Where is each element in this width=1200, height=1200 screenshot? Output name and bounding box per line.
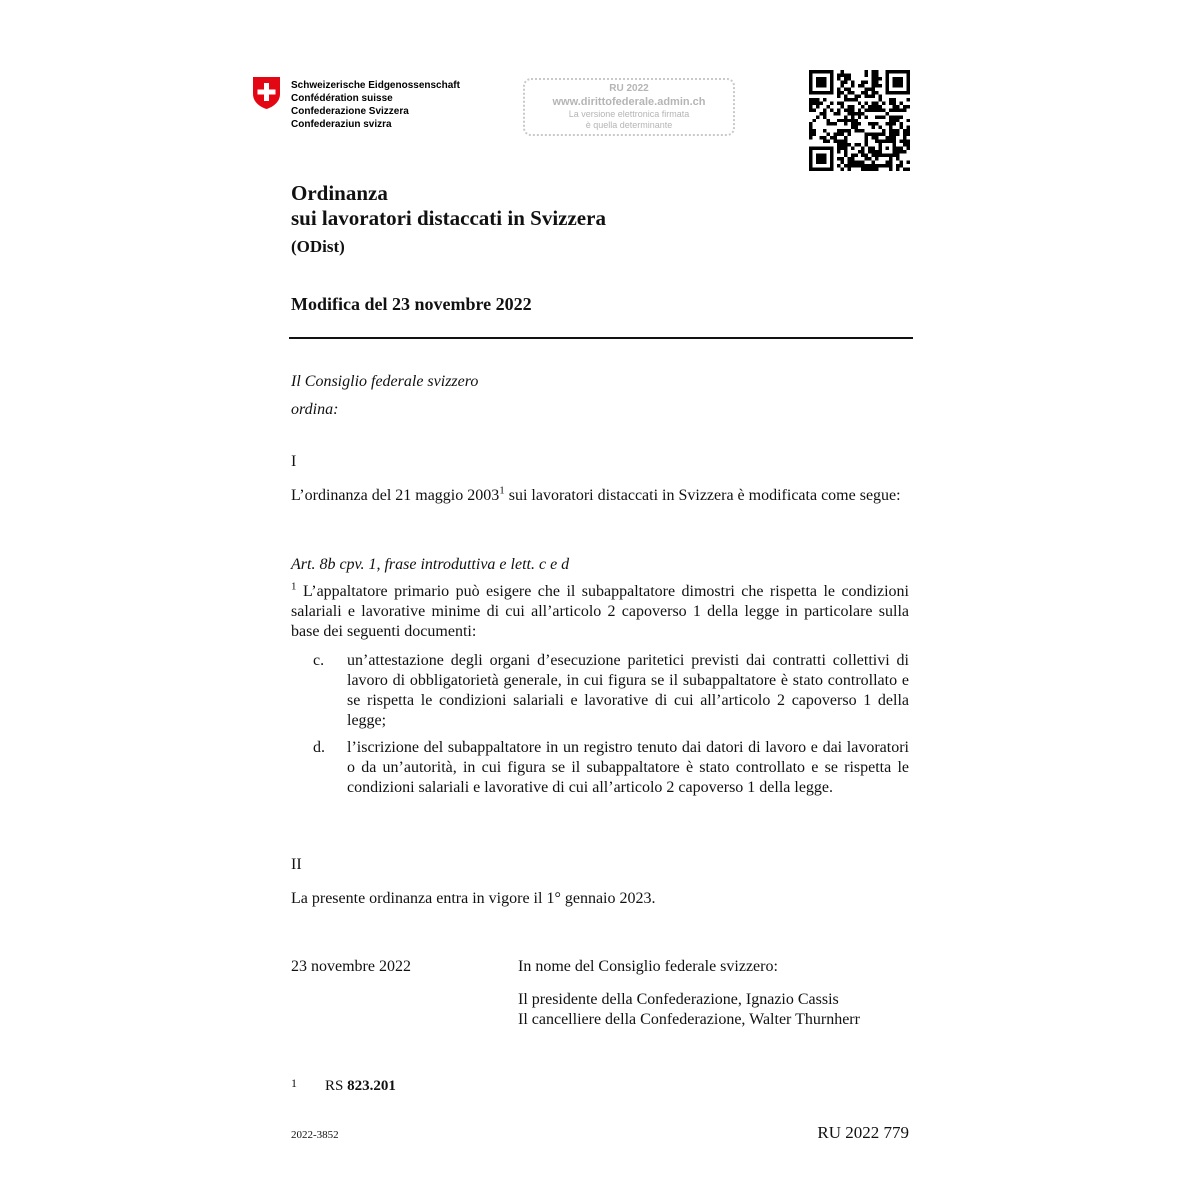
modification-date: Modifica del 23 novembre 2022 bbox=[291, 294, 532, 314]
paragraph-number: 1 bbox=[291, 580, 297, 593]
president-line: Il presidente della Confederazione, Ignazio Cassis bbox=[518, 991, 839, 1008]
document-number: 2022-3852 bbox=[291, 1129, 339, 1141]
footnote-number: 1 bbox=[291, 1076, 297, 1090]
ru-reference: RU 2022 779 bbox=[817, 1123, 909, 1142]
list-item-text: l’iscrizione del subappaltatore in un registro tenuto dai datori di lavoro e dai lavoratori o da un’autorità, in cui figura se il subappaltatore è stato controllato e se rispetta le condizioni salariali e lavorative di cui all’articolo 2 capoverso 1 della legge. bbox=[347, 739, 909, 796]
on-behalf-line: In nome del Consiglio federale svizzero: bbox=[518, 958, 778, 975]
footnote-reference: 823.201 bbox=[347, 1078, 396, 1094]
signature-block bbox=[518, 957, 918, 1030]
agency-names bbox=[291, 79, 460, 131]
footnote-text bbox=[325, 1078, 396, 1095]
chancellor-line: Il cancelliere della Confederazione, Walter Thurnherr bbox=[518, 1011, 860, 1028]
list-item-label: c. bbox=[313, 652, 325, 669]
paragraph-text: L’appaltatore primario può esigere che il subappaltatore dimostri che rispetta le condizioni salariali e lavorative minime di cui all’articolo 2 capoverso 1 della legge in particolare sulla base dei seguenti documenti: bbox=[291, 583, 909, 640]
list-item-text: un’attestazione degli organi d’esecuzione paritetici previsti dai contratti collettivi di lavoro di obbligatorietà generale, in cui figura se il subappaltatore è stato controllato e se rispetta le condizioni salariali e lavorative di cui all’articolo 2 capoverso 1 della legge; bbox=[347, 652, 909, 729]
list-item-label: d. bbox=[313, 739, 325, 756]
preamble bbox=[291, 368, 911, 424]
title-abbreviation: (ODist) bbox=[291, 237, 345, 256]
section-heading-2: II bbox=[291, 856, 302, 873]
title-line-2: sui lavoratori distaccati in Svizzera bbox=[291, 206, 606, 230]
paragraph-1 bbox=[291, 582, 909, 642]
stamp-ru: RU 2022 bbox=[609, 83, 649, 94]
article-heading: Art. 8b cpv. 1, frase introduttiva e lett. c e d bbox=[291, 556, 570, 573]
page-title bbox=[291, 181, 606, 231]
footnote-prefix: RS bbox=[325, 1078, 344, 1094]
title-divider bbox=[289, 337, 913, 339]
intro-before: L’ordinanza del 21 maggio 2003 bbox=[291, 487, 500, 504]
qr-code-icon bbox=[809, 70, 910, 171]
entry-into-force: La presente ordinanza entra in vigore il 1° gennaio 2023. bbox=[291, 890, 656, 907]
section-heading-1: I bbox=[291, 453, 297, 470]
footnote-ref: 1 bbox=[499, 484, 505, 497]
intro-after: sui lavoratori distaccati in Svizzera è modificata come segue: bbox=[504, 487, 901, 504]
signature-date: 23 novembre 2022 bbox=[291, 958, 411, 975]
swiss-coat-of-arms-icon bbox=[252, 76, 281, 110]
agency-line-de: Schweizerische Eidgenossenschaft bbox=[291, 80, 460, 91]
amendment-intro bbox=[291, 486, 909, 506]
agency-line-it: Confederazione Svizzera bbox=[291, 106, 409, 117]
electronic-version-stamp bbox=[523, 78, 735, 136]
preamble-line-2: ordina: bbox=[291, 401, 339, 418]
agency-line-fr: Confédération suisse bbox=[291, 93, 393, 104]
title-line-1: Ordinanza bbox=[291, 181, 388, 205]
preamble-line-1: Il Consiglio federale svizzero bbox=[291, 373, 479, 390]
stamp-note-1: La versione elettronica firmata bbox=[568, 109, 690, 119]
stamp-note-2: è quella determinante bbox=[585, 120, 673, 130]
stamp-url: www.dirittofederale.admin.ch bbox=[552, 96, 706, 108]
agency-line-rm: Confederaziun svizra bbox=[291, 119, 392, 130]
